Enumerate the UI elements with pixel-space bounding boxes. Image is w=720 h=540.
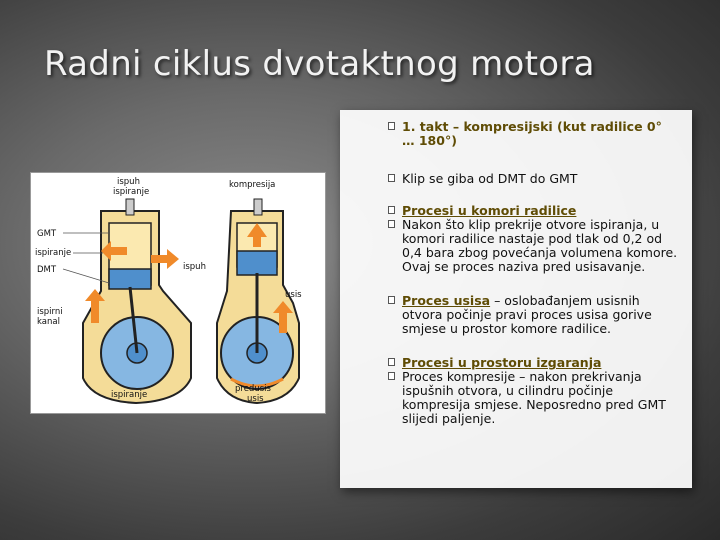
bullet-icon [388, 206, 395, 214]
list-item [344, 204, 684, 218]
list-item [344, 218, 684, 274]
label-ispuh-mid: ispuh [183, 262, 206, 272]
bullet-icon [388, 220, 395, 228]
bullet-icon [388, 174, 395, 182]
label-ispuh: ispuh [117, 177, 140, 187]
usis-heading: Proces usisa [402, 293, 491, 308]
komora-heading: Procesi u komori radilice [402, 203, 577, 218]
item-text: Nakon što klip prekrije otvore ispiranja, u komori radilice nastaje pod tlak od 0,2 od 0,4 bara zbog povećanja volumena komore. Ovaj se proces naziva pred usisavanje. [402, 217, 678, 274]
bullet-icon [388, 122, 395, 130]
item-text: Proces kompresije – nakon prekrivanja ispušnih otvora, u cilindru počinje kompresija smjese. Neposredno pred GMT slijedi paljenje. [402, 369, 666, 426]
list-item [344, 120, 684, 148]
right-engine [217, 199, 299, 403]
list-item [344, 356, 684, 370]
izgaranje-heading: Procesi u prostoru izgaranja [402, 355, 602, 370]
label-gmt: GMT [37, 229, 57, 239]
takt-heading-cont: … 180°) [402, 133, 457, 148]
slide-title: Radni ciklus dvotaktnog motora [44, 44, 595, 84]
label-ispiranje-top: ispiranje [113, 187, 150, 197]
engine-diagram-svg [31, 173, 325, 413]
list-item [344, 294, 684, 336]
left-engine [83, 199, 191, 403]
list-item [344, 172, 684, 186]
item-text: Klip se giba od DMT do GMT [402, 171, 578, 186]
label-usis-right: usis [285, 290, 302, 300]
bullet-icon [388, 372, 395, 380]
label-ispiranje-bottom: ispiranje [111, 390, 148, 400]
label-ispirni: ispirni [37, 307, 63, 317]
label-usis-bottom: usis [247, 394, 264, 404]
label-predusis: predusis [235, 384, 271, 394]
item-text: – oslobađanjem usisnih otvora počinje pravi proces usisa gorive smjese u prostor komore radilice. [402, 293, 652, 336]
label-kompresija: kompresija [229, 180, 276, 190]
label-dmt: DMT [37, 265, 57, 275]
bullet-icon [388, 296, 395, 304]
label-ispiranje-left: ispiranje [35, 248, 72, 258]
bullet-panel [340, 110, 692, 488]
engine-diagram [30, 172, 326, 414]
label-kanal: kanal [37, 317, 60, 327]
list-item [344, 370, 684, 426]
bullet-icon [388, 358, 395, 366]
takt-heading: 1. takt – kompresijski (kut radilice 0° [402, 119, 662, 134]
